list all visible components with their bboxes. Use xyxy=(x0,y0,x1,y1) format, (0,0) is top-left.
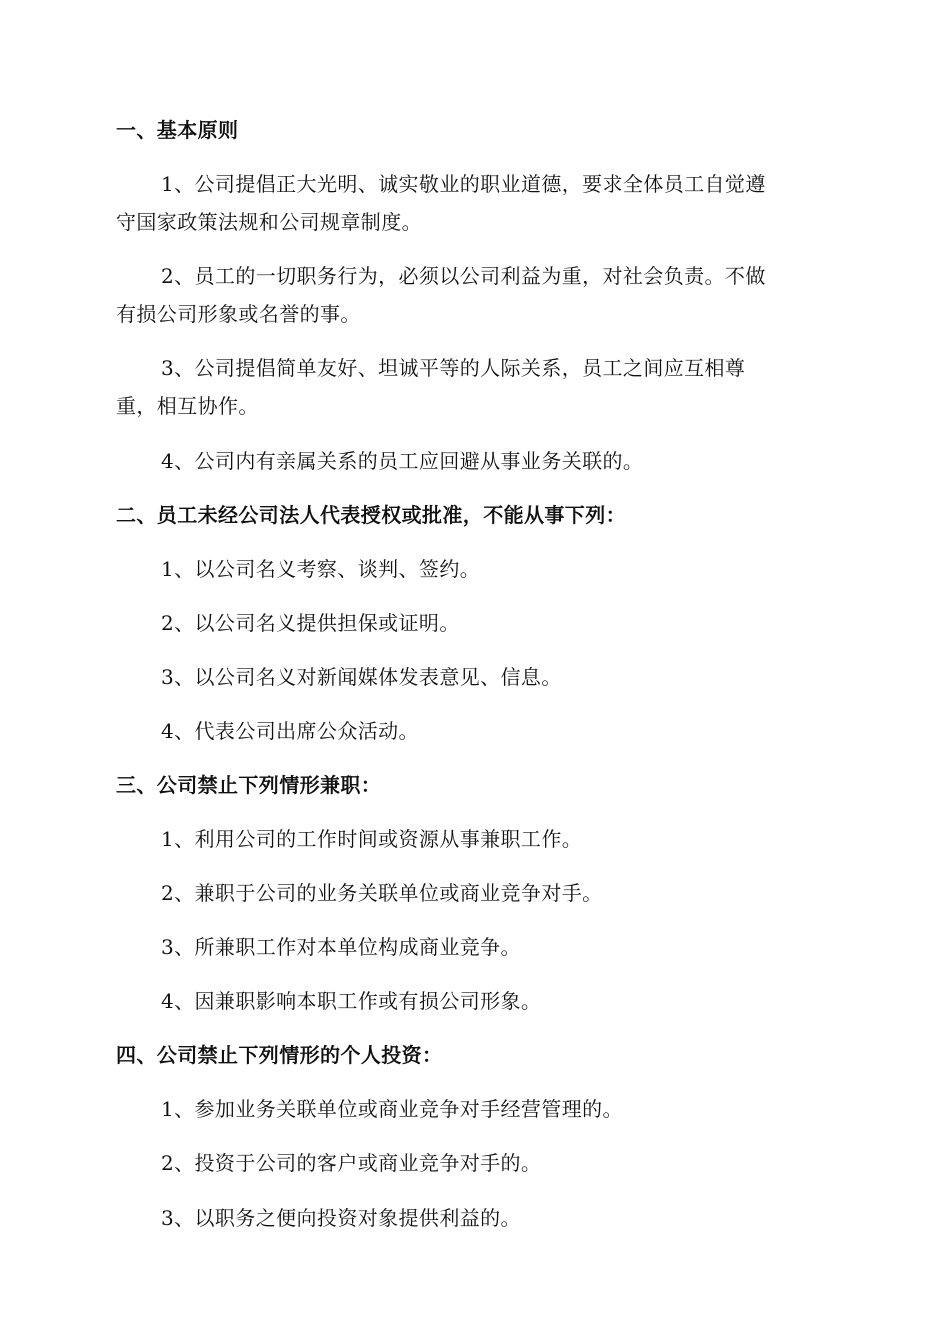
section-2-item-4: 4、代表公司出席公众活动。 xyxy=(161,719,419,743)
section-3-item-3: 3、所兼职工作对本单位构成商业竞争。 xyxy=(161,935,521,959)
section-1-item-3-line-2: 重，相互协作。 xyxy=(116,394,259,418)
section-1-item-2-line-1: 2、员工的一切职务行为，必须以公司利益为重，对社会负责。不做 xyxy=(161,264,766,288)
section-heading-3: 三、公司禁止下列情形兼职： xyxy=(116,773,382,797)
section-3-item-1: 1、利用公司的工作时间或资源从事兼职工作。 xyxy=(161,827,583,851)
section-2-item-1: 1、以公司名义考察、谈判、签约。 xyxy=(161,557,481,581)
section-heading-2: 二、员工未经公司法人代表授权或批准，不能从事下列： xyxy=(116,503,626,527)
section-2-item-2: 2、以公司名义提供担保或证明。 xyxy=(161,611,460,635)
section-1-item-1-line-1: 1、公司提倡正大光明、诚实敬业的职业道德，要求全体员工自觉遵 xyxy=(161,172,766,196)
section-1-item-4-line-1: 4、公司内有亲属关系的员工应回避从事业务关联的。 xyxy=(161,449,644,473)
section-3-item-2: 2、兼职于公司的业务关联单位或商业竞争对手。 xyxy=(161,881,603,905)
section-1-item-2-line-2: 有损公司形象或名誉的事。 xyxy=(116,302,361,326)
section-heading-1: 一、基本原则 xyxy=(116,118,239,142)
section-3-item-4: 4、因兼职影响本职工作或有损公司形象。 xyxy=(161,989,542,1013)
section-4-item-2: 2、投资于公司的客户或商业竞争对手的。 xyxy=(161,1151,542,1175)
section-1-item-3-line-1: 3、公司提倡简单友好、坦诚平等的人际关系，员工之间应互相尊 xyxy=(161,356,746,380)
section-2-item-3: 3、以公司名义对新闻媒体发表意见、信息。 xyxy=(161,665,562,689)
section-heading-4: 四、公司禁止下列情形的个人投资： xyxy=(116,1043,443,1067)
section-4-item-1: 1、参加业务关联单位或商业竞争对手经营管理的。 xyxy=(161,1097,623,1121)
section-1-item-1-line-2: 守国家政策法规和公司规章制度。 xyxy=(116,210,422,234)
section-4-item-3: 3、以职务之便向投资对象提供利益的。 xyxy=(161,1206,521,1230)
